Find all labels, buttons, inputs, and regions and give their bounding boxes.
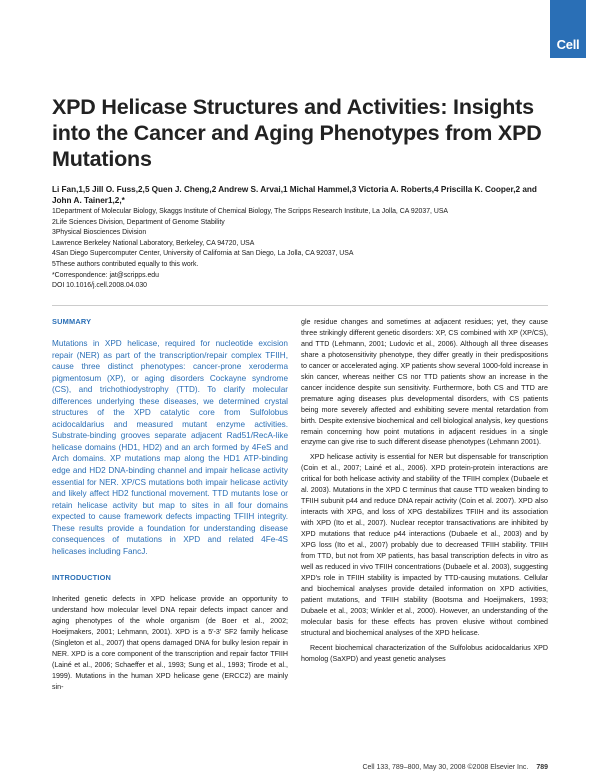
intro-paragraph: Inherited genetic defects in XPD helicase provide an opportunity to understand how molecular level DNA repair defects impact cancer and aging phenotypes of the whole organism (de Boer et al., 2002; Hoeijmakers, 2001; Lehmann, 2001). XPD is a 5′-3′ SF2 family helicase (Singleton et al., 2007) that opens damaged DNA for bulky lesion repair in NER. XPD is a core component of the transcription and repair factor TFIIH (Lainé et al., 2006; Schaeffer et al., 1993; Sung et al., 1993; Tirode et al., 1999). Mutations in the human XPD helicase gene (ERCC2) are mainly sin- bbox=[52, 595, 288, 691]
affiliation-line: 4San Diego Supercomputer Center, University of California at San Diego, La Jolla, CA 92037, USA bbox=[52, 250, 354, 258]
affiliation-line: Lawrence Berkeley National Laboratory, Berkeley, CA 94720, USA bbox=[52, 239, 255, 247]
article-title: XPD Helicase Structures and Activities: Insights into the Cancer and Aging Phenotypes from XPD Mutations bbox=[52, 95, 542, 171]
right-column bbox=[301, 317, 548, 669]
doi-line[interactable]: DOI 10.1016/j.cell.2008.04.030 bbox=[52, 282, 148, 290]
body-paragraph: gle residue changes and sometimes at adjacent residues; yet, they cause three strikingly different genetic disorders: XP, CS combined with XP (XP/CS), and TTD (Lehmann, 2001; Ludovic et al., 2006). Although all three diseases share a photosensitivity phenotype, they differ greatly in their predispositions to cancer or accelerated aging. XP patients show several 1000-fold increase in skin cancer, whereas neither CS nor TTD patients show an increase in the cancer incidence despite sun sensitivity. Furthermore, both CS and TTD are premature aging diseases plus developmental disorders, with CS patients being more severely affected and exhibiting severe mental retardation from birth. Despite extensive biochemical and cell biological analysis, key questions remain concerning how point mutations in adjacent residues in a single enzyme can give rise to such different disease phenotypes (Lehmann 2001). bbox=[301, 318, 548, 447]
affiliation-line: 2Life Sciences Division, Department of Genome Stability bbox=[52, 218, 225, 226]
left-column bbox=[52, 317, 288, 697]
body-paragraph: XPD helicase activity is essential for NER but dispensable for transcription (Coin et al., 2007; Lainé et al., 2006). XPD protein-protein interactions are critical for both helicase activity and stability of the TFIIH complex (Dubaele et al. 2003). Mutations in the XPD C terminus that cause TTD weaken binding to TFIIH subunit p44 and reduce DNA repair activity (Coin et al. 2007). XPD also interacts with XPG, and loss of XPG destabilizes TFIIH and its association with XPD (Ito et al., 2007). Nuclear receptor transactivations are inhibited by XPD mutations that reduce p44 interactions (Dubaele et al., 2003) and by XPG loss (Ito et al., 2007) probably due to decreased TFIIH stability. TFIIH from TTD, but not from XP patients, has basal transcription defects in vitro as well as reduced in vivo TFIIH concentrations (Dubaele et al. 2003), suggesting XPD's role in TFIIH stability is impacted by TTD-causing mutations. Cellular and biochemical analyses provide detailed information on XPD activities, patient mutations, and TFIIH stability (Bootsma and Hoeijmakers, 1993; Dubaele et al., 2003; Winkler et al., 2000). However, an understanding of the molecular basis for these effects has proven elusive without combined structural and biochemical analyses of the XPD helicase. bbox=[301, 453, 548, 637]
journal-logo: Cell bbox=[550, 0, 586, 58]
divider bbox=[52, 305, 548, 306]
author-list: Li Fan,1,5 Jill O. Fuss,2,5 Quen J. Cheng,2 Andrew S. Arvai,1 Michal Hammel,3 Victoria A. Roberts,4 Priscilla K. Cooper,2 and John A. Tainer1,2,* bbox=[52, 185, 537, 205]
summary-heading: SUMMARY bbox=[52, 317, 92, 326]
page-number: 789 bbox=[536, 764, 548, 771]
affiliation-line: 3Physical Biosciences Division bbox=[52, 229, 147, 237]
affiliations bbox=[52, 207, 572, 292]
page-footer bbox=[362, 764, 548, 771]
affiliation-line: 5These authors contributed equally to this work. bbox=[52, 260, 199, 268]
footer-citation: Cell 133, 789–800, May 30, 2008 ©2008 Elsevier Inc. bbox=[362, 764, 529, 771]
introduction-heading: INTRODUCTION bbox=[52, 573, 112, 583]
correspondence-line[interactable]: *Correspondence: jat@scripps.edu bbox=[52, 271, 159, 279]
body-paragraph: Recent biochemical characterization of the Sulfolobus acidocaldarius XPD homolog (SaXPD) and yeast genetic analyses bbox=[301, 643, 548, 663]
summary-text: Mutations in XPD helicase, required for nucleotide excision repair (NER) as part of the transcription/repair complex TFIIH, cause three distinct phenotypes: cancer-prone xeroderma pigmentosum (XP), or aging disorders Cockayne syndrome (CS), and trichothiodystrophy (TTD). To clarify molecular differences underlying these diseases, we determined crystal structures of the XPD catalytic core from Sulfolobus acidocaldarius and measured mutant enzyme activities. Substrate-binding grooves separate adjacent Rad51/RecA-like helicase domains (HD1, HD2) and an arch formed by 4FeS and Arch domains. XP mutations map along the HD1 ATP-binding edge and HD2 DNA-binding channel and impair helicase activity essential for NER. XP/CS mutations both impair helicase activity and likely affect HD2 functional movement. TTD mutants lose or retain helicase activity but map to sites in all four domains expected to cause framework defects impacting TFIIH integrity. These results provide a foundation for understanding disease consequences of mutations in XPD and related 4Fe-4S helicases including FancJ. bbox=[52, 338, 288, 556]
affiliation-line: 1Department of Molecular Biology, Skaggs Institute of Chemical Biology, The Scripps Research Institute, La Jolla, CA 92037, USA bbox=[52, 208, 449, 215]
